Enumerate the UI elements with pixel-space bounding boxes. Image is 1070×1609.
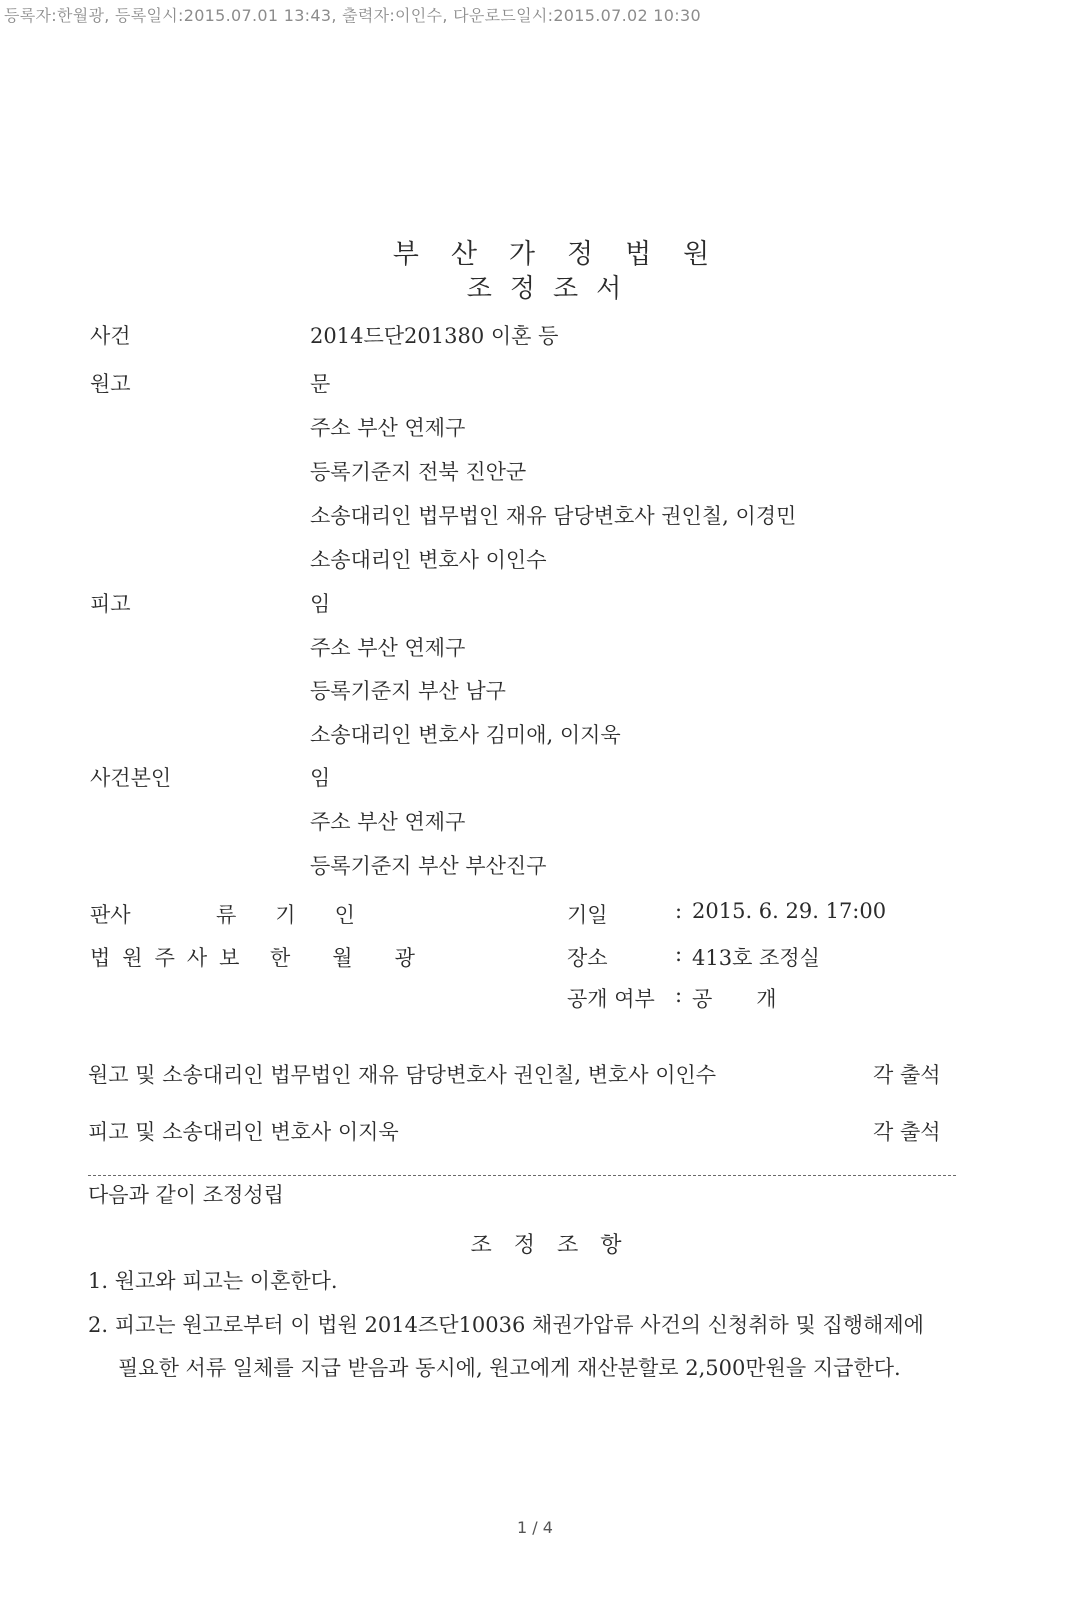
place-value: 413호 조정실: [692, 946, 820, 970]
attendance-defendant-status: 각 출석: [873, 1120, 941, 1144]
attendance-plaintiff-status: 각 출석: [873, 1063, 941, 1087]
clerk-title: 법원주사보: [90, 946, 252, 970]
date-value: 2015. 6. 29. 17:00: [692, 899, 887, 923]
public-colon: :: [675, 983, 683, 1007]
section-title: 조정조항: [470, 1233, 644, 1258]
defendant-registry: 등록기준지 부산 남구: [310, 679, 506, 703]
plaintiff-name: 문: [310, 372, 331, 396]
plaintiff-counsel-firm: 소송대리인 법무법인 재유 담당변호사 권인칠, 이경민: [310, 504, 797, 528]
principal-registry: 등록기준지 부산 부산진구: [310, 854, 547, 878]
court-name: 부산가정법원: [392, 239, 742, 270]
principal-label: 사건본인: [90, 766, 172, 790]
clause-2-continued: 필요한 서류 일체를 지급 받음과 동시에, 원고에게 재산분할로 2,500만원을 지급한다.: [118, 1356, 901, 1380]
public-value: 공개: [692, 987, 821, 1011]
case-number: 2014드단201380 이혼 등: [310, 324, 559, 348]
plaintiff-counsel-lawyer: 소송대리인 변호사 이인수: [310, 548, 547, 572]
document-title: 조정조서: [466, 274, 640, 304]
judge-name: 류기인: [216, 903, 394, 927]
principal-address: 주소 부산 연제구: [310, 810, 466, 834]
clause-2: 2. 피고는 원고로부터 이 법원 2014즈단10036 채권가압류 사건의 신청취하 및 집행해제에: [88, 1313, 924, 1337]
place-label: 장소: [567, 946, 608, 970]
date-label: 기일: [567, 903, 608, 927]
defendant-label: 피고: [90, 592, 131, 616]
print-stamp: 등록자:한월광, 등록일시:2015.07.01 13:43, 출력자:이인수, 다운로드일시:2015.07.02 10:30: [4, 6, 701, 25]
clerk-name: 한월광: [270, 946, 457, 970]
place-colon: :: [675, 942, 683, 966]
principal-name: 임: [310, 766, 331, 790]
divider: [88, 1175, 956, 1176]
plaintiff-address: 주소 부산 연제구: [310, 416, 466, 440]
date-colon: :: [675, 899, 683, 923]
attendance-plaintiff: 원고 및 소송대리인 법무법인 재유 담당변호사 권인칠, 변호사 이인수: [88, 1063, 717, 1087]
plaintiff-label: 원고: [90, 372, 131, 396]
case-label: 사건: [90, 324, 131, 348]
attendance-defendant: 피고 및 소송대리인 변호사 이지욱: [88, 1120, 399, 1144]
mediation-intro: 다음과 같이 조정성립: [88, 1183, 284, 1207]
defendant-name: 임: [310, 592, 331, 616]
judge-title: 판사: [90, 903, 131, 927]
public-label: 공개 여부: [567, 987, 655, 1011]
defendant-address: 주소 부산 연제구: [310, 636, 466, 660]
clause-1: 1. 원고와 피고는 이혼한다.: [88, 1269, 338, 1293]
page-number: 1 / 4: [517, 1518, 553, 1537]
defendant-counsel: 소송대리인 변호사 김미애, 이지욱: [310, 723, 621, 747]
plaintiff-registry: 등록기준지 전북 진안군: [310, 460, 527, 484]
